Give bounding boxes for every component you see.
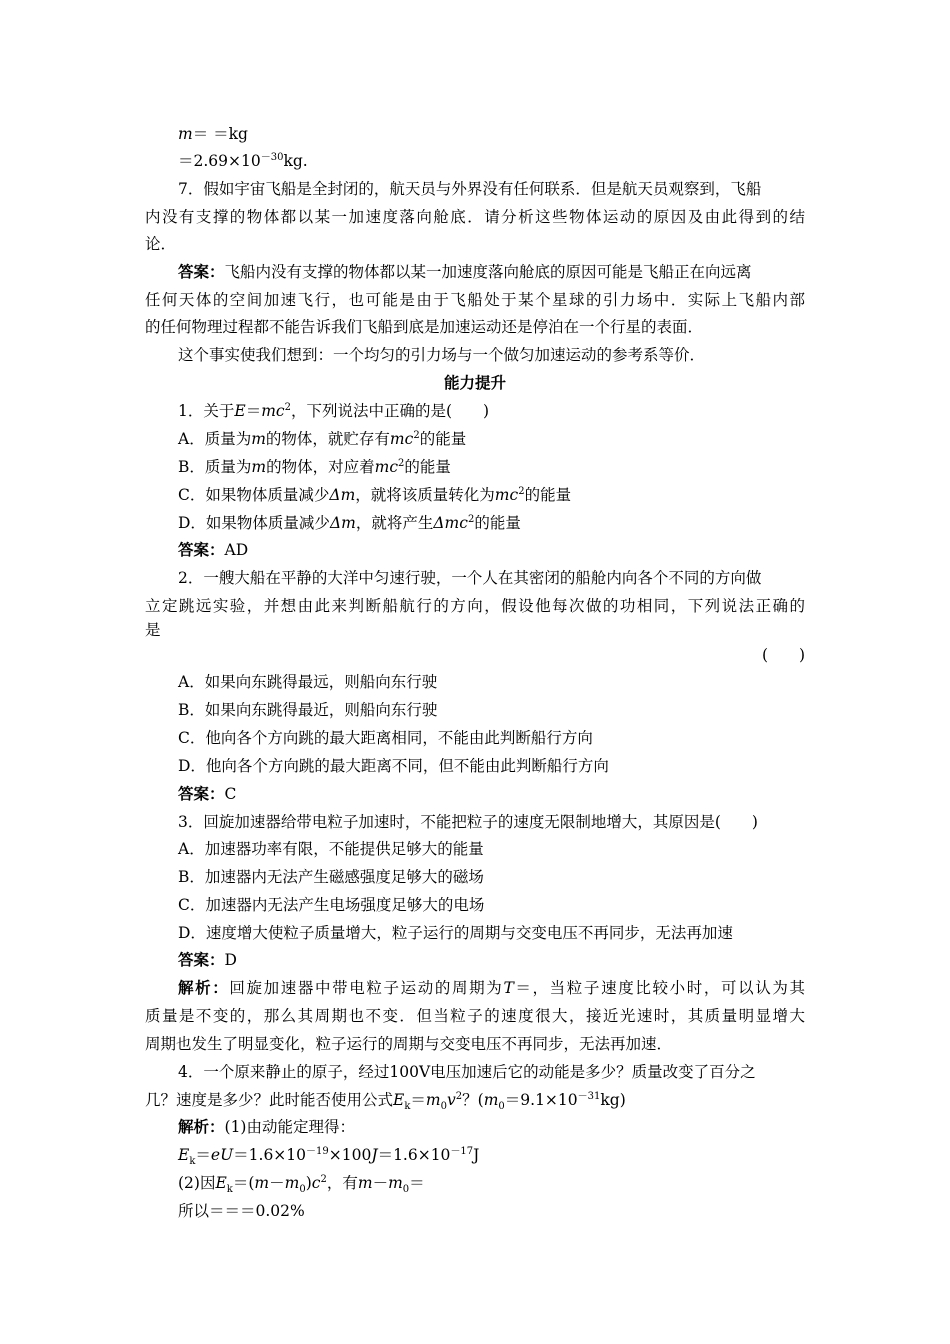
q4-text: ＝ xyxy=(410,1091,426,1109)
var-E: E xyxy=(234,402,246,420)
q3-stem: 3．回旋加速器给带电粒子加速时，不能把粒子的速度无限制地增大，其原因是( ) xyxy=(178,813,758,831)
section-heading: 能力提升 xyxy=(443,373,506,392)
explanation-text: 回旋加速器中带电粒子运动的周期为 xyxy=(229,979,504,997)
unit-J: J xyxy=(371,1146,378,1164)
q2-option-a: A．如果向东跳得最远，则船向东行驶 xyxy=(178,673,438,691)
answer-7-line-3: 的任何物理过程都不能告诉我们飞船到底是加速运动还是停泊在一个行星的表面． xyxy=(145,318,704,336)
explanation-4-line-2 xyxy=(178,1145,480,1168)
explanation-text: (1)由动能定理得： xyxy=(224,1118,355,1136)
exponent: 2 xyxy=(320,1173,327,1185)
option-text: C．如果物体质量减少 xyxy=(178,486,330,504)
exponent: 2 xyxy=(518,485,525,497)
exponent: －31 xyxy=(577,1090,601,1102)
q2-answer-paren: ( ) xyxy=(762,646,806,664)
subscript: 0 xyxy=(299,1184,306,1196)
q7-line-2: 内没有支撑的物体都以某一加速度落向舱底．请分析这些物体运动的原因及由此得到的结 xyxy=(145,208,805,226)
var-c: c xyxy=(311,1174,321,1192)
option-text: 的能量 xyxy=(404,458,451,476)
answer-2 xyxy=(178,784,236,804)
var-mc: mc xyxy=(389,430,414,448)
var-m: m xyxy=(251,430,266,448)
q1-text: ＝ xyxy=(245,402,262,420)
q7-line-1: 7．假如宇宙飞船是全封闭的，航天员与外界没有任何联系．但是航天员观察到，飞船 xyxy=(178,180,762,198)
answer-text: D xyxy=(224,951,237,969)
option-text: ，就将该质量转化为 xyxy=(355,486,495,504)
var-m: m xyxy=(357,1174,373,1192)
var-E: E xyxy=(215,1174,227,1192)
formula-text: ＝2.69×10 xyxy=(178,152,261,170)
var-delta-m: Δm xyxy=(329,486,356,504)
var-m: m xyxy=(251,458,267,476)
exponent: －19 xyxy=(306,1145,329,1157)
exponent: 2 xyxy=(284,401,291,413)
exponent: －17 xyxy=(450,1145,474,1157)
q2-line-1: 2．一艘大船在平静的大洋中匀速行驶，一个人在其密闭的船舱内向各个不同的方向做 xyxy=(178,569,762,587)
formula-text: ×100 xyxy=(328,1146,372,1164)
q1-text: 1．关于 xyxy=(178,402,235,420)
formula-text: ＝ xyxy=(409,1174,425,1192)
option-text: 的能量 xyxy=(419,430,467,448)
var-mc: mc xyxy=(261,402,285,420)
option-text: A．质量为 xyxy=(178,430,252,448)
exponent: 2 xyxy=(398,457,405,469)
option-text: 的物体，对应着 xyxy=(266,458,375,476)
answer-text: AD xyxy=(224,541,249,559)
var-m: m xyxy=(425,1091,441,1109)
explanation-4-line-4: 所以＝＝＝0.02% xyxy=(178,1202,305,1220)
q2-line-2: 立定跳远实验，并想由此来判断船航行的方向，假设他每次做的功相同，下列说法正确的 xyxy=(145,597,805,615)
var-v: v xyxy=(447,1091,456,1109)
answer-text: C xyxy=(224,785,237,803)
q1-option-a xyxy=(178,429,466,449)
explanation-4-line-3 xyxy=(178,1173,425,1196)
exponent: 2 xyxy=(467,513,475,525)
answer-label: 答案： xyxy=(178,262,225,281)
option-text: D．如果物体质量减少 xyxy=(178,514,330,532)
exponent: 2 xyxy=(455,1090,463,1102)
answer-label: 答案： xyxy=(178,784,225,803)
var-T: T xyxy=(503,979,514,997)
q4-text: 几？速度是多少？此时能否使用公式 xyxy=(145,1091,394,1109)
answer-7-line-1 xyxy=(178,262,752,282)
subscript: k xyxy=(189,1156,196,1168)
var-delta-m: Δm xyxy=(329,514,356,532)
var-m: m xyxy=(178,125,193,143)
var-mc: mc xyxy=(494,486,519,504)
subscript: 0 xyxy=(440,1101,447,1113)
q3-option-c: C．加速器内无法产生电场强度足够大的电场 xyxy=(178,896,485,914)
formula-text: ，有 xyxy=(326,1174,358,1192)
var-E: E xyxy=(178,1146,190,1164)
explanation-label: 解析： xyxy=(178,1117,225,1136)
option-text: 的能量 xyxy=(524,486,572,504)
option-text: 的物体，就贮存有 xyxy=(265,430,390,448)
var-eU: eU xyxy=(210,1146,234,1164)
q3-option-d: D．速度增大使粒子质量增大，粒子运行的周期与交变电压不再同步，无法再加速 xyxy=(178,924,733,942)
option-text: ，就将产生 xyxy=(355,514,434,532)
q2-line-3: 是 xyxy=(145,621,161,639)
q4-text: kg) xyxy=(600,1091,626,1109)
answer-3 xyxy=(178,950,237,970)
var-delta-mc: Δmc xyxy=(433,514,468,532)
var-E: E xyxy=(393,1091,405,1109)
var-m: m xyxy=(388,1174,403,1192)
q1-text: ，下列说法中正确的是( ) xyxy=(290,402,490,420)
formula-text: ＝1.6×10 xyxy=(233,1146,307,1164)
formula-text: ＝( xyxy=(232,1174,255,1192)
explanation-3-line-3: 周期也发生了明显变化，粒子运行的周期与交变电压不再同步，无法再加速． xyxy=(145,1035,673,1053)
subscript: 0 xyxy=(498,1101,505,1113)
q4-line-2 xyxy=(145,1090,626,1113)
formula-text: ＝ ＝kg xyxy=(192,125,248,143)
formula-text: (2)因 xyxy=(178,1174,216,1192)
answer-7-line-4: 这个事实使我们想到：一个均匀的引力场与一个做匀加速运动的参考系等价． xyxy=(178,346,706,364)
q1-option-d xyxy=(178,513,521,533)
answer-text: 飞船内没有支撑的物体都以某一加速度落向舱底的原因可能是飞船正在向远离 xyxy=(224,263,752,281)
formula-text: － xyxy=(269,1174,285,1192)
q7-line-3: 论． xyxy=(145,235,177,253)
q2-option-d: D．他向各个方向跳的最大距离不同，但不能由此判断船行方向 xyxy=(178,757,609,775)
var-m: m xyxy=(483,1091,499,1109)
answer-1 xyxy=(178,540,248,560)
q1-stem xyxy=(178,401,489,421)
explanation-text: ＝，当粒子速度比较小时，可以认为其 xyxy=(513,979,805,997)
formula-text: － xyxy=(372,1174,389,1192)
var-m: m xyxy=(284,1174,300,1192)
option-text: B．质量为 xyxy=(178,458,252,476)
formula-line-mass xyxy=(178,124,248,144)
formula-text: kg. xyxy=(283,152,308,170)
formula-line-result xyxy=(178,151,308,171)
q2-option-c: C．他向各个方向跳的最大距离相同，不能由此判断船行方向 xyxy=(178,729,593,747)
explanation-3-line-1 xyxy=(178,978,805,998)
q4-line-1: 4．一个原来静止的原子，经过100V电压加速后它的动能是多少？质量改变了百分之 xyxy=(178,1063,756,1081)
explanation-3-line-2: 质量是不变的，那么其周期也不变．但当粒子的速度很大，接近光速时，其质量明显增大 xyxy=(145,1007,805,1025)
q3-option-a: A．加速器功率有限，不能提供足够大的能量 xyxy=(178,840,484,858)
answer-label: 答案： xyxy=(178,950,225,969)
answer-7-line-2: 任何天体的空间加速飞行，也可能是由于飞船处于某个星球的引力场中．实际上飞船内部 xyxy=(145,291,805,309)
subscript: k xyxy=(404,1101,411,1113)
formula-text: ＝1.6×10 xyxy=(377,1146,451,1164)
explanation-4-line-1 xyxy=(178,1117,355,1137)
option-text: 的能量 xyxy=(474,514,521,532)
formula-text: ＝ xyxy=(195,1146,211,1164)
subscript: 0 xyxy=(402,1184,410,1196)
explanation-label: 解析： xyxy=(178,978,230,997)
q2-option-b: B．如果向东跳得最近，则船向东行驶 xyxy=(178,701,438,719)
var-mc: mc xyxy=(374,458,399,476)
exponent: －30 xyxy=(260,151,284,163)
var-m: m xyxy=(254,1174,270,1192)
q1-option-c xyxy=(178,485,571,505)
q4-text: ？( xyxy=(462,1091,484,1109)
subscript: k xyxy=(226,1184,233,1196)
q1-option-b xyxy=(178,457,451,477)
q3-option-b: B．加速器内无法产生磁感强度足够大的磁场 xyxy=(178,868,484,886)
exponent: 2 xyxy=(413,429,420,441)
formula-text: J xyxy=(473,1146,480,1164)
q4-text: ＝9.1×10 xyxy=(504,1091,578,1109)
answer-label: 答案： xyxy=(178,540,225,559)
formula-text: ) xyxy=(305,1174,312,1192)
